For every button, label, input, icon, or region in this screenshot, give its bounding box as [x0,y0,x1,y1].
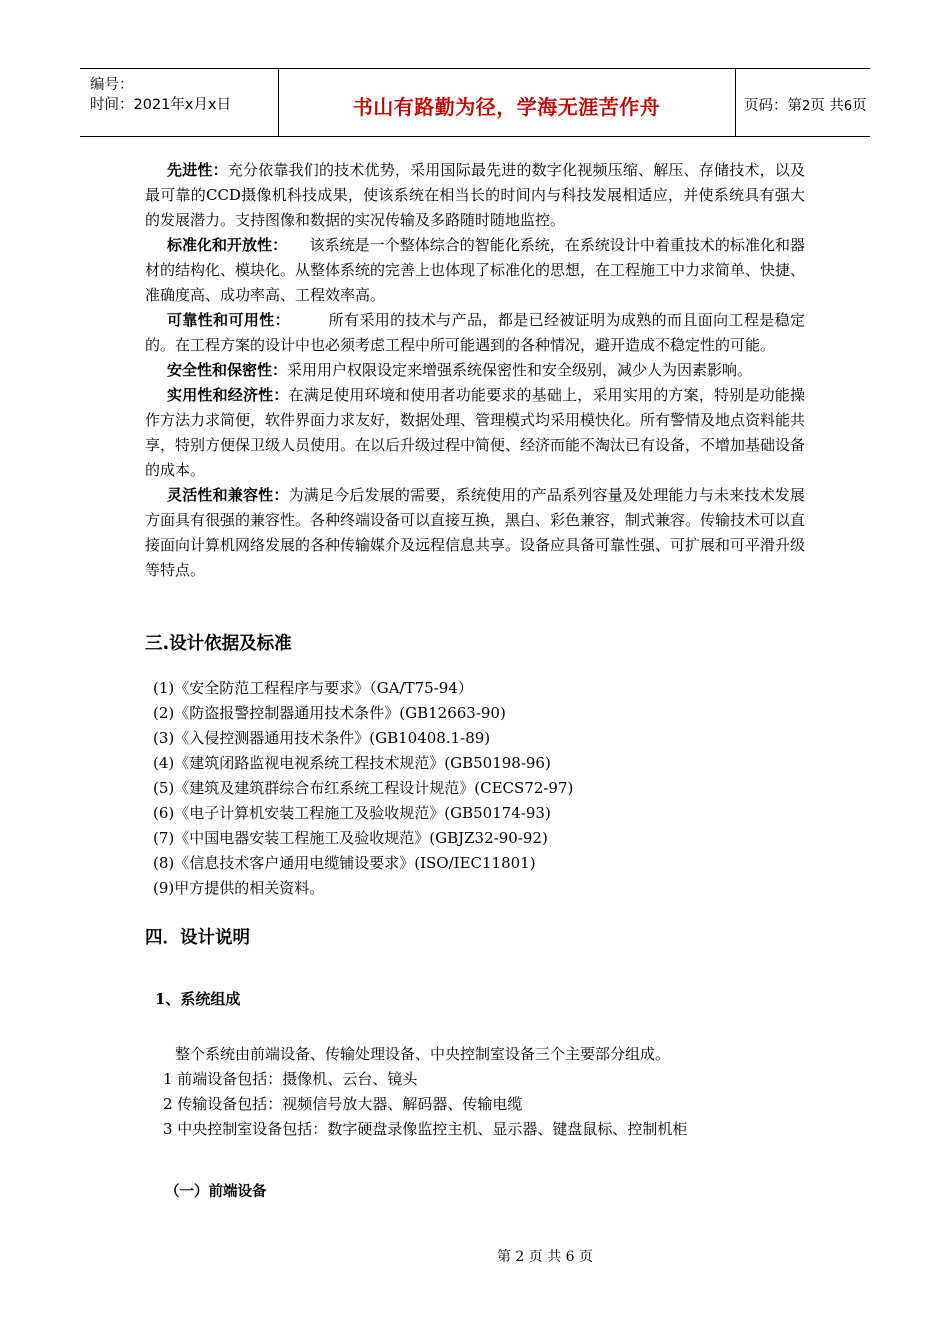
paragraph-advanced [145,158,805,233]
body-paragraphs [145,158,805,583]
list-item: 3 中央控制室设备包括：数字硬盘录像监控主机、显示器、键盘鼠标、控制机柜 [163,1120,688,1138]
list-item: (1)《安全防范工程程序与要求》（GA/T75-94） [153,679,473,697]
motto: 书山有路勤为径，学海无涯苦作舟 [352,95,661,119]
paragraph-text: 所有采用的技术与产品，都是已经被证明为成熟的而且面向工程是稳定的。在工程方案的设计中也必须考虑工程中所可能遇到的各种情况，避开造成不稳定性的可能。 [145,311,805,354]
paragraph-text: 在满足使用环境和使用者功能要求的基础上，采用实用的方案，特别是功能操作方法力求简便，软件界面力求友好，数据处理、管理模式均采用模快化。所有警情及地点资料能共享，特别方便保卫级人员使用。在以后升级过程中简便、经济而能不淘汰已有设备，不增加基础设备的成本。 [145,386,806,479]
paragraph-security [145,358,805,383]
paragraph-flexible [145,483,805,583]
term: 标准化和开放性： [167,236,280,254]
section4-title: 四．设计说明 [145,928,250,948]
page-header [80,68,870,137]
paragraph-standard [145,233,805,308]
list-item: (8)《信息技术客户通用电缆铺设要求》(ISO/IEC11801) [153,854,536,872]
page-prefix: 页码：第 [744,98,802,114]
paragraph-text: 采用用户权限设定来增强系统保密性和安全级别，减少人为因素影响。 [287,361,753,379]
paragraph-text: 该系统是一个整体综合的智能化系统，在系统设计中着重技术的标准化和器材的结构化、模块化。从整体系统的完善上也体现了标准化的思想，在工程施工中力求简单、快捷、准确度高、成功率高、工程效率高。 [145,236,806,304]
list-item: 1 前端设备包括：摄像机、云台、镜头 [163,1070,418,1088]
list-item: (2)《防盗报警控制器通用技术条件》(GB12663-90) [153,704,506,722]
list-item: (5)《建筑及建筑群综合布红系统工程设计规范》(CECS72-97) [153,779,574,797]
term: 先进性： [167,161,228,179]
list-item: 2 传输设备包括：视频信号放大器、解码器、传输电缆 [163,1095,523,1113]
list-item: (7)《中国电器安装工程施工及验收规范》(GBJZ32-90-92) [153,829,548,847]
front-equipment-heading: （一）前端设备 [165,1183,267,1200]
list-item: (9)甲方提供的相关资料。 [153,879,325,897]
page-footer: 第 2 页 共 6 页 [496,1249,594,1265]
list-item: (3)《入侵控测器通用技术条件》(GB10408.1-89) [153,729,491,747]
page-mid: 页 共 [810,98,844,114]
paragraph-text: 为满足今后发展的需要，系统使用的产品系列容量及处理能力与未来技术发展方面具有很强的兼容性。各种终端设备可以直接互换，黑白、彩色兼容，制式兼容。传输技术可以直接面向计算机网络发展的各种传输媒介及远程信息共享。设备应具备可靠性强、可扩展和可平滑升级等特点。 [145,486,806,579]
section3-title: 三.设计依据及标准 [145,634,292,654]
term: 可靠性和可用性： [167,311,283,329]
composition-block [163,1042,687,1142]
paragraph-text: 充分依靠我们的技术优势，采用国际最先进的数字化视频压缩、解压、存储技术，以及最可靠的CCD摄像机科技成果，使该系统在相当长的时间内与科技发展相适应，并使系统具有强大的发展潜力。支持图像和数据的实况传输及多路随时随地监控。 [145,161,805,229]
time-label: 时间：2021年x月x日 [90,97,232,113]
standards-list [153,676,573,901]
header-page-cell [736,69,870,136]
list-item: (6)《电子计算机安装工程施工及验收规范》(GB50174-93) [153,804,551,822]
term: 灵活性和兼容性： [167,486,289,504]
page-suffix: 页 [852,98,867,114]
page-info [744,94,867,115]
list-item: (4)《建筑闭路监视电视系统工程技术规范》(GB50198-96) [153,754,551,772]
page-total: 6 [843,99,853,114]
term: 安全性和保密性： [167,361,288,379]
subsection-title: 1、系统组成 [155,990,241,1008]
page-number: 2 [802,99,811,114]
number-label: 编号： [90,77,134,93]
composition-intro: 整个系统由前端设备、传输处理设备、中央控制室设备三个主要部分组成。 [175,1045,671,1063]
paragraph-reliability [145,308,805,358]
paragraph-practical [145,383,805,483]
term: 实用性和经济性： [167,386,289,404]
header-motto-cell [278,69,736,136]
header-meta [80,69,279,136]
